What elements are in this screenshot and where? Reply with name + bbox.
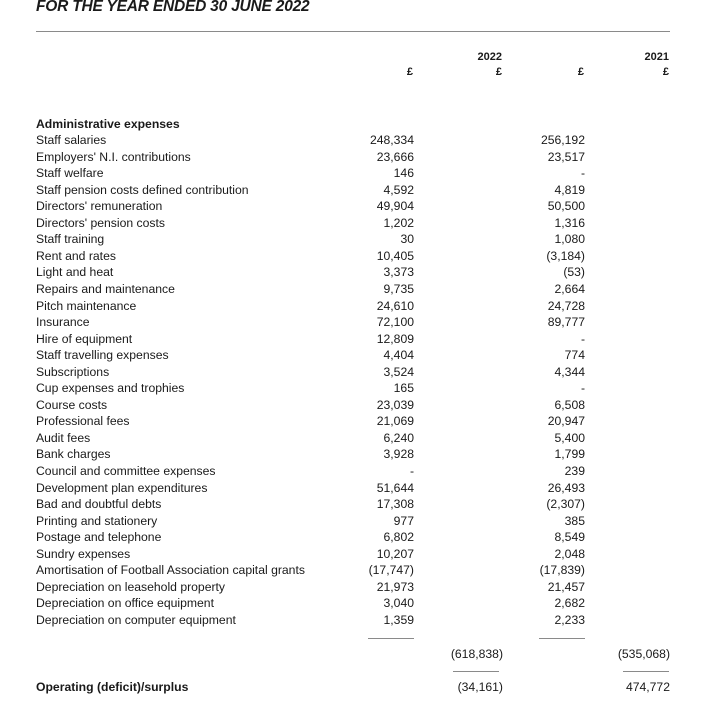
expense-value-2022: 17,308 bbox=[376, 497, 414, 512]
expense-row bbox=[0, 563, 720, 579]
expense-row bbox=[0, 596, 720, 612]
expense-value-2021: 6,508 bbox=[554, 397, 585, 412]
expense-row bbox=[0, 464, 720, 480]
expense-row bbox=[0, 381, 720, 397]
expense-value-2021: 4,344 bbox=[554, 364, 585, 379]
expense-value-2022: 146 bbox=[393, 166, 414, 181]
expense-row bbox=[0, 414, 720, 430]
expense-row bbox=[0, 166, 720, 182]
expense-row bbox=[0, 332, 720, 348]
expense-value-2021: 1,799 bbox=[554, 447, 585, 462]
section-heading: Administrative expenses bbox=[36, 117, 180, 131]
expense-value-2021: 5,400 bbox=[554, 430, 585, 445]
expense-value-2022: 6,240 bbox=[383, 430, 414, 445]
operating-result-row bbox=[0, 680, 720, 696]
expense-label: Repairs and maintenance bbox=[36, 281, 175, 296]
expense-value-2021: (3,184) bbox=[546, 248, 585, 263]
operating-result-label: Operating (deficit)/surplus bbox=[36, 680, 189, 694]
expense-value-2022: 4,592 bbox=[383, 182, 414, 197]
header-currency-2021-detail: £ bbox=[577, 66, 584, 78]
expense-value-2022: 23,039 bbox=[376, 397, 414, 412]
expense-value-2022: 3,373 bbox=[383, 265, 414, 280]
expense-value-2022: 49,904 bbox=[376, 199, 414, 214]
total-expenses-2022: (618,838) bbox=[450, 647, 503, 661]
header-currency-2022-total: £ bbox=[495, 66, 502, 78]
expense-row bbox=[0, 481, 720, 497]
expense-row bbox=[0, 232, 720, 248]
expense-value-2022: 165 bbox=[393, 381, 414, 396]
expense-value-2021: 50,500 bbox=[547, 199, 585, 214]
expense-label: Rent and rates bbox=[36, 248, 116, 263]
expense-value-2022: - bbox=[409, 464, 414, 478]
expense-value-2022: 3,928 bbox=[383, 447, 414, 462]
expense-label: Staff travelling expenses bbox=[36, 348, 169, 363]
expense-value-2022: 1,202 bbox=[383, 215, 414, 230]
expense-row bbox=[0, 133, 720, 149]
expense-value-2021: 2,682 bbox=[554, 596, 585, 611]
expense-label: Directors' pension costs bbox=[36, 215, 165, 230]
total-rule-2022 bbox=[453, 671, 499, 672]
expense-label: Cup expenses and trophies bbox=[36, 381, 185, 396]
expense-row bbox=[0, 580, 720, 596]
expense-label: Course costs bbox=[36, 397, 108, 412]
expense-row bbox=[0, 613, 720, 629]
expense-value-2021: - bbox=[580, 331, 585, 346]
operating-result-2022: (34,161) bbox=[457, 680, 503, 694]
expense-row bbox=[0, 299, 720, 315]
expense-row bbox=[0, 265, 720, 281]
expense-value-2022: 72,100 bbox=[376, 315, 414, 330]
expense-row bbox=[0, 447, 720, 463]
expense-value-2021: 4,819 bbox=[554, 182, 585, 197]
expense-value-2021: (2,307) bbox=[546, 497, 585, 512]
expense-value-2022: 24,610 bbox=[376, 298, 414, 313]
expense-value-2021: 89,777 bbox=[547, 315, 585, 330]
expense-value-2021: - bbox=[580, 381, 585, 396]
expense-value-2021: 2,664 bbox=[554, 281, 585, 296]
expense-value-2021: 20,947 bbox=[547, 414, 585, 429]
expense-value-2021: 23,517 bbox=[547, 149, 585, 164]
expense-row bbox=[0, 282, 720, 298]
expense-value-2021: (17,839) bbox=[539, 563, 585, 578]
expense-row bbox=[0, 398, 720, 414]
expense-value-2021: 2,233 bbox=[554, 612, 585, 627]
expense-label: Professional fees bbox=[36, 414, 130, 429]
expense-value-2021: - bbox=[580, 166, 585, 181]
expense-label: Hire of equipment bbox=[36, 331, 133, 346]
expense-label: Insurance bbox=[36, 315, 90, 330]
expense-value-2021: 774 bbox=[564, 348, 585, 363]
expense-label: Staff salaries bbox=[36, 133, 107, 147]
expense-label: Staff pension costs defined contribution bbox=[36, 182, 249, 197]
expense-row bbox=[0, 315, 720, 331]
expense-value-2022: 6,802 bbox=[383, 530, 414, 545]
expense-value-2022: 23,666 bbox=[376, 149, 414, 164]
expense-label: Subscriptions bbox=[36, 364, 110, 379]
expense-label: Printing and stationery bbox=[36, 513, 158, 528]
expense-value-2021: 256,192 bbox=[540, 133, 585, 147]
subtotal-rule-2021 bbox=[539, 638, 585, 639]
expense-label: Audit fees bbox=[36, 430, 91, 445]
expense-row bbox=[0, 150, 720, 166]
expense-value-2022: 4,404 bbox=[383, 348, 414, 363]
subtotal-rule-2022 bbox=[368, 638, 414, 639]
expense-value-2022: 10,405 bbox=[376, 248, 414, 263]
expense-label: Amortisation of Football Association capital grants bbox=[36, 563, 305, 578]
expense-label: Directors' remuneration bbox=[36, 199, 163, 214]
expense-value-2022: 1,359 bbox=[383, 612, 414, 627]
expense-value-2022: 3,524 bbox=[383, 364, 414, 379]
expense-value-2021: 385 bbox=[564, 513, 585, 528]
expense-value-2021: 21,457 bbox=[547, 579, 585, 594]
expense-label: Depreciation on leasehold property bbox=[36, 579, 226, 594]
expense-row bbox=[0, 348, 720, 364]
expense-label: Depreciation on computer equipment bbox=[36, 612, 236, 627]
expense-value-2021: 2,048 bbox=[554, 546, 585, 561]
header-currency-2022-detail: £ bbox=[406, 66, 413, 78]
operating-result-2021: 474,772 bbox=[625, 680, 670, 694]
expense-label: Postage and telephone bbox=[36, 530, 162, 545]
expense-value-2022: 12,809 bbox=[376, 331, 414, 346]
expense-value-2021: 239 bbox=[564, 464, 585, 478]
expense-row bbox=[0, 199, 720, 215]
statement-period-title: FOR THE YEAR ENDED 30 JUNE 2022 bbox=[36, 0, 310, 15]
expense-value-2022: 21,069 bbox=[376, 414, 414, 429]
expense-label: Staff training bbox=[36, 232, 105, 247]
expense-row bbox=[0, 514, 720, 530]
expense-value-2021: 1,080 bbox=[554, 232, 585, 247]
expense-value-2022: 248,334 bbox=[369, 133, 414, 147]
header-divider bbox=[36, 31, 670, 32]
expense-row bbox=[0, 431, 720, 447]
expense-label: Bad and doubtful debts bbox=[36, 497, 162, 512]
header-year-2021: 2021 bbox=[644, 51, 669, 63]
expense-value-2022: 9,735 bbox=[383, 281, 414, 296]
expense-label: Light and heat bbox=[36, 265, 114, 280]
expense-value-2022: 21,973 bbox=[376, 579, 414, 594]
header-year-2022: 2022 bbox=[477, 51, 502, 63]
total-expenses-2021: (535,068) bbox=[617, 647, 670, 661]
total-rule-2021 bbox=[623, 671, 669, 672]
expense-value-2022: 977 bbox=[393, 513, 414, 528]
expense-value-2022: 51,644 bbox=[376, 480, 414, 495]
expense-label: Council and committee expenses bbox=[36, 464, 216, 478]
expense-row bbox=[0, 365, 720, 381]
expense-row bbox=[0, 216, 720, 232]
expense-value-2022: 30 bbox=[400, 232, 414, 247]
expense-label: Depreciation on office equipment bbox=[36, 596, 214, 611]
expense-value-2021: 8,549 bbox=[554, 530, 585, 545]
expense-row bbox=[0, 547, 720, 563]
section-heading-row bbox=[0, 117, 720, 133]
expense-value-2022: 10,207 bbox=[376, 546, 414, 561]
expense-value-2022: 3,040 bbox=[383, 596, 414, 611]
expense-label: Sundry expenses bbox=[36, 546, 131, 561]
expense-value-2022: (17,747) bbox=[368, 563, 414, 578]
expense-label: Bank charges bbox=[36, 447, 111, 462]
expense-label: Development plan expenditures bbox=[36, 480, 208, 495]
expense-value-2021: 24,728 bbox=[547, 298, 585, 313]
expense-value-2021: 26,493 bbox=[547, 480, 585, 495]
header-currency-2021-total: £ bbox=[662, 66, 669, 78]
expense-value-2021: (53) bbox=[563, 265, 585, 280]
expense-value-2021: 1,316 bbox=[554, 215, 585, 230]
expense-label: Pitch maintenance bbox=[36, 298, 137, 313]
total-expenses-row bbox=[0, 647, 720, 663]
expense-row bbox=[0, 497, 720, 513]
expense-row bbox=[0, 530, 720, 546]
expense-label: Staff welfare bbox=[36, 166, 104, 181]
expense-row bbox=[0, 249, 720, 265]
expense-row bbox=[0, 183, 720, 199]
expense-label: Employers' N.I. contributions bbox=[36, 149, 191, 164]
